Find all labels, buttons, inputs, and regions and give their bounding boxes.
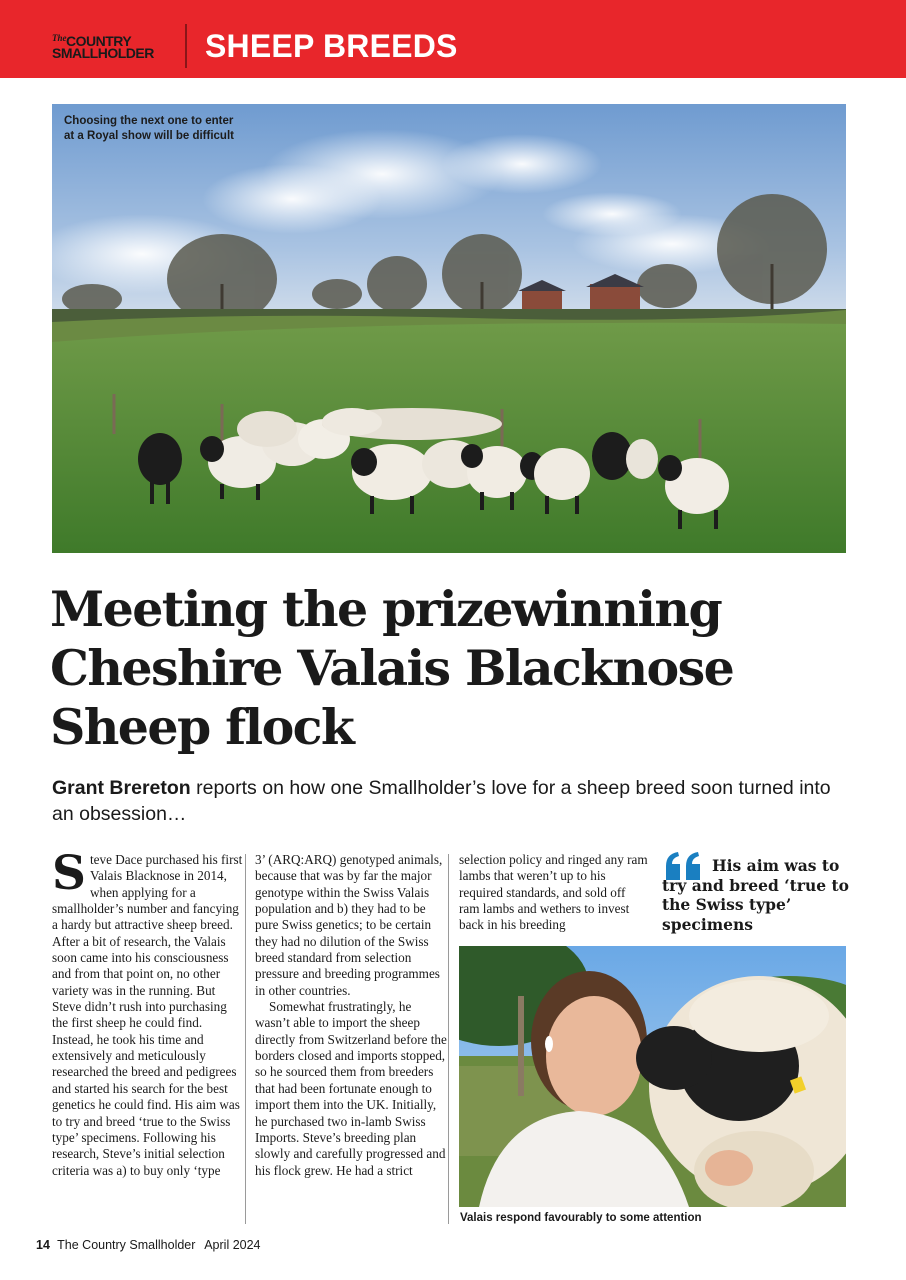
paragraph-text: teve Dace purchased his first Valais Blacknose in 2014, when applying for a smallholder’s number and fancying a hardy but attractive sheep breed. After a bit of research, the Valais soon came into his consciousness and from that point on, no other variety was in the running. But Steve didn’t rush into purchasing the first sheep he could find. Instead, he took his time and extensively and meticulously researched the breed and pedigrees and started his search for the best genetics he could find. His aim was to try and breed ‘true to the Swiss type’ specimens. Following his research, Steve’s initial selection criteria was a) to buy only ‘type xyxy=(52,852,243,1178)
body-paragraph: 3’ (ARQ:ARQ) genotyped animals, because that was by far the major genotype within the Swiss Valais population and b) they had to be pure Swiss genetics; to be certain they had no dilution of the Swiss breed standard from selection pressure and breeding programmes in other countries. xyxy=(255,852,443,998)
column-rule xyxy=(448,854,449,1224)
sheep-flock-image xyxy=(52,104,846,553)
pull-quote-text: His aim was to try and breed ‘true to the Swiss type’ specimens xyxy=(662,856,849,934)
author-name[interactable]: Grant Brereton xyxy=(52,777,191,799)
logo-smallholder: SMALLHOLDER xyxy=(52,45,154,61)
pull-quote xyxy=(662,856,852,934)
photo-caption: Valais respond favourably to some attention xyxy=(460,1212,702,1224)
column-rule xyxy=(245,854,246,1224)
drop-cap: S xyxy=(52,846,86,901)
girl-with-sheep-image xyxy=(459,946,846,1207)
body-paragraph xyxy=(52,846,244,1179)
standfirst-text: reports on how one Smallholder’s love for a sheep breed soon turned into an obsession… xyxy=(52,777,831,825)
header-divider xyxy=(185,24,187,68)
body-paragraph: selection policy and ringed any ram lambs that weren’t up to his required standards, and sold off ram lambs and wethers to invest back in his breeding xyxy=(459,852,648,933)
hero-caption: Choosing the next one to enter at a Royal show will be difficult xyxy=(64,115,234,142)
article-headline: Meeting the prizewinning Cheshire Valais Blacknose Sheep flock xyxy=(50,580,734,756)
standfirst xyxy=(52,775,852,827)
page-footer xyxy=(36,1238,261,1252)
logo-country: COUNTRY xyxy=(66,33,132,49)
body-column-3 xyxy=(459,852,649,934)
issue-date: April 2024 xyxy=(204,1238,261,1252)
hero-photo xyxy=(52,104,846,553)
section-header-bar xyxy=(0,0,906,78)
magazine-name: The Country Smallholder xyxy=(57,1238,196,1252)
body-column-2 xyxy=(255,852,447,1179)
page-number: 14 xyxy=(36,1238,50,1252)
logo-the: The xyxy=(52,33,67,43)
section-title: SHEEP BREEDS xyxy=(205,28,458,64)
body-column-1 xyxy=(52,846,244,1179)
body-paragraph: Somewhat frustratingly, he wasn’t able to import the sheep directly from Switzerland before the borders closed and imports stopped, so he sourced them from breeders that had been fortunate enough to import them into the UK. Initially, he purchased two in-lamb Swiss Imports. Steve’s breeding plan slowly and carefully progressed and his flock grew. He had a strict xyxy=(255,999,447,1178)
girl-with-sheep-photo xyxy=(459,946,846,1207)
